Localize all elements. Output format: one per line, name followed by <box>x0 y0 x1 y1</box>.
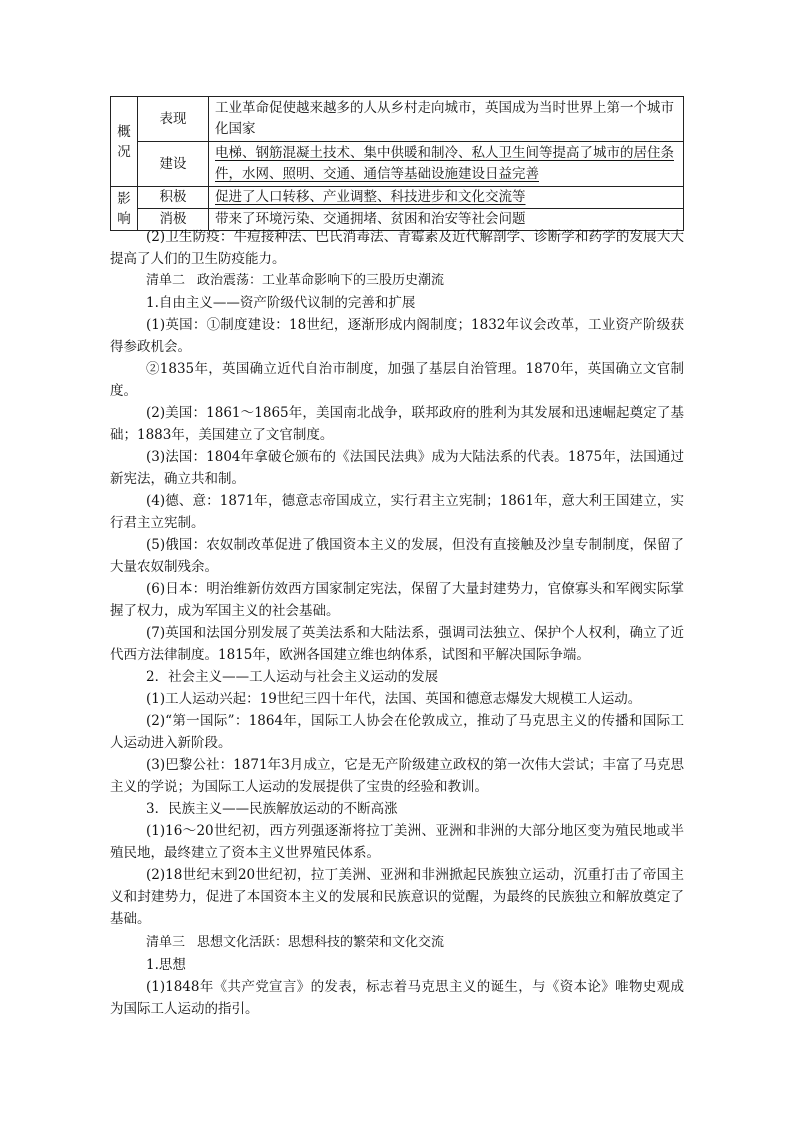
paragraph: (6)日本：明治维新仿效西方国家制定宪法，保留了大量封建势力，官僚寡头和军阀实际掌握了权力，成为军国主义的社会基础。 <box>110 581 684 619</box>
paragraph: ②1835年，英国确立近代自治市制度，加强了基层自治管理。1870年，英国确立文官制度。 <box>110 361 684 399</box>
section-heading <box>110 270 684 292</box>
paragraph: (2)美国：1861～1865年，美国南北战争，联邦政府的胜利为其发展和迅速崛起奠定了基础；1883年，美国建立了文官制度。 <box>110 405 684 443</box>
table-group-cell: 影响 <box>111 187 138 231</box>
paragraph: (4)德、意：1871年，德意志帝国成立，实行君主立宪制；1861年，意大利王国建立，实行君主立宪制。 <box>110 493 684 531</box>
section-two-block <box>110 226 684 930</box>
paragraph: (1)1848年《共产党宣言》的发表，标志着马克思主义的诞生，与《资本论》唯物史观成为国际工人运动的指引。 <box>110 979 684 1017</box>
paragraph: (2)18世纪末到20世纪初，拉丁美洲、亚洲和非洲掀起民族独立运动，沉重打击了帝国主义和封建势力，促进了本国资本主义的发展和民族意识的觉醒，为最终的民族独立和解放奠定了基础。 <box>110 867 684 927</box>
section-title: 思想文化活跃：思想科技的繁荣和文化交流 <box>197 935 445 950</box>
table-row <box>111 187 684 209</box>
table-sub-cell: 建设 <box>138 142 209 187</box>
section-three-block <box>110 932 684 1020</box>
urbanization-table <box>110 96 684 231</box>
table-row <box>111 142 684 187</box>
section-heading <box>110 932 684 954</box>
subheading: 1.自由主义——资产阶级代议制的完善和扩展 <box>146 295 416 311</box>
subheading: 2．社会主义——工人运动与社会主义运动的发展 <box>146 669 439 685</box>
subheading: 3．民族主义——民族解放运动的不断高涨 <box>146 801 398 817</box>
section-label: 清单三 <box>146 935 186 950</box>
paragraph: (2)“第一国际”：1864年，国际工人协会在伦敦成立，推动了马克思主义的传播和国际工人运动进入新阶段。 <box>110 713 684 751</box>
paragraph: (3)法国：1804年拿破仑颁布的《法国民法典》成为大陆法系的代表。1875年，法国通过新宪法，确立共和制。 <box>110 449 684 487</box>
paragraph: (5)俄国：农奴制改革促进了俄国资本主义的发展，但没有直接触及沙皇专制制度，保留了大量农奴制残余。 <box>110 537 684 575</box>
paragraph: (1)16～20世纪初，西方列强逐渐将拉丁美洲、亚洲和非洲的大部分地区变为殖民地或半殖民地，最终建立了资本主义世界殖民体系。 <box>110 823 684 861</box>
subheading: 1.思想 <box>146 957 186 973</box>
table-sub-cell: 积极 <box>138 187 209 209</box>
health-paragraph: (2)卫生防疫：牛痘接种法、巴氏消毒法、青霉素及近代解剖学、诊断学和药学的发展大大提高了人们的卫生防疫能力。 <box>110 229 684 267</box>
table-row <box>111 97 684 142</box>
section-label: 清单二 <box>146 273 186 288</box>
table-content-cell: 带来了环境污染、交通拥堵、贫困和治安等社会问题 <box>209 209 684 231</box>
table-sub-cell: 表现 <box>138 97 209 142</box>
section-title: 政治震荡：工业革命影响下的三股历史潮流 <box>197 273 445 288</box>
table-content-cell: 促进了人口转移、产业调整、科技进步和文化交流等 <box>209 187 684 209</box>
table-sub-cell: 消极 <box>138 209 209 231</box>
table-group-cell: 概况 <box>111 97 138 187</box>
paragraph: (1)工人运动兴起：19世纪三四十年代，法国、英国和德意志爆发大规模工人运动。 <box>146 691 642 707</box>
table-content-cell: 电梯、钢筋混凝土技术、集中供暖和制冷、私人卫生间等提高了城市的居住条件，水网、照明、交通、通信等基础设施建设日益完善 <box>209 142 684 187</box>
paragraph: (1)英国：①制度建设：18世纪，逐渐形成内阁制度；1832年议会改革，工业资产阶级获得参政机会。 <box>110 317 684 355</box>
paragraph: (3)巴黎公社：1871年3月成立，它是无产阶级建立政权的第一次伟大尝试；丰富了马克思主义的学说；为国际工人运动的发展提供了宝贵的经验和教训。 <box>110 757 684 795</box>
table-content-cell: 工业革命促使越来越多的人从乡村走向城市，英国成为当时世界上第一个城市化国家 <box>209 97 684 142</box>
paragraph: (7)英国和法国分别发展了英美法系和大陆法系，强调司法独立、保护个人权利，确立了近代西方法律制度。1815年，欧洲各国建立维也纳体系，试图和平解决国际争端。 <box>110 625 684 663</box>
